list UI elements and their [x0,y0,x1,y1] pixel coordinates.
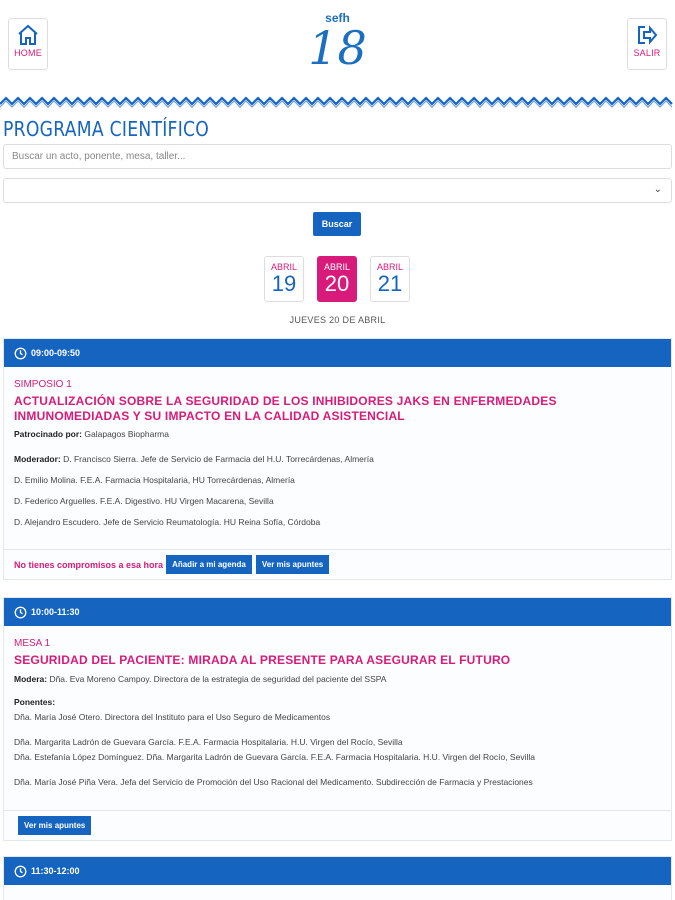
session-time-bar [4,598,671,626]
date-tab-21[interactable] [370,256,410,302]
session-title: SEGURIDAD DEL PACIENTE: MIRADA AL PRESENTE PARA ASEGURAR EL FUTURO [14,653,511,667]
exit-icon [635,23,659,47]
speaker-item: Dña. María José Piña Vera. Jefa del Servicio de Promoción del Uso Racional del Medicamento. Subdirección de Farmacia y Prestaciones [14,777,533,787]
speaker-item: D. Federico Arguelles. F.E.A. Digestivo. HU Virgen Macarena, Sevilla [14,496,274,506]
decorative-wave-divider [0,96,675,108]
view-notes-button[interactable]: Ver mis apuntes [256,555,329,574]
session-actions [4,810,671,840]
home-icon [16,23,40,47]
date-month: ABRIL [376,262,403,272]
speakers-label: Ponentes: [14,697,56,707]
clock-icon [14,865,27,878]
filter-select[interactable] [3,178,672,203]
speaker-item: Dña. María José Otero. Directora del Instituto para el Uso Seguro de Medicamentos [14,712,331,722]
date-day: 19 [271,271,297,296]
add-to-agenda-button[interactable]: Añadir a mi agenda [166,555,252,574]
date-day: 21 [377,271,403,296]
clock-icon [14,606,27,619]
date-selector [0,256,675,303]
search-button[interactable]: Buscar [313,212,361,236]
home-button[interactable] [8,18,48,70]
selected-day-label: JUEVES 20 DE ABRIL [289,315,386,325]
session-card [3,597,672,841]
logo-number: 18 [308,21,367,75]
logo-small-text: sefh [325,11,350,25]
session-time: 10:00-11:30 [31,607,80,617]
session-actions [4,549,671,579]
chevron-down-icon: ⌄ [653,184,662,195]
speaker-item: D. Emilio Molina. F.E.A. Farmacia Hospitalaria, HU Torrecárdenas, Almería [14,475,295,485]
speaker-item: Dña. Margarita Ladrón de Guevara García. F.E.A. Farmacia Hospitalaria. H.U. Virgen del Rocío, Sevilla [14,737,403,747]
session-time-bar [4,857,671,885]
session-card [3,856,672,900]
date-month: ABRIL [270,262,297,272]
home-label: HOME [14,48,42,58]
date-day: 20 [324,271,350,296]
session-moderator: Moderador: D. Francisco Sierra. Jefe de Servicio de Farmacia del H.U. Torrecárdenas, Almería [14,454,374,464]
page-title: PROGRAMA CIENTÍFICO [3,117,210,141]
exit-button[interactable] [627,18,667,70]
session-kind: SIMPOSIO 1 [14,379,72,390]
session-card [3,338,672,580]
logo [308,12,368,76]
app-header [0,0,675,100]
date-tab-19[interactable] [264,256,304,302]
session-kind: MESA 1 [14,638,51,649]
no-commitments-text: No tienes compromisos a esa hora [14,559,164,570]
session-time: 11:30-12:00 [31,866,80,876]
date-tab-20[interactable] [317,256,357,302]
speaker-item: D. Alejandro Escudero. Jefe de Servicio Reumatología. HU Reina Sofía, Córdoba [14,517,321,527]
session-time-bar [4,339,671,367]
clock-icon [14,347,27,360]
speaker-item: Dña. Estefanía López Domínguez. Dña. Margarita Ladrón de Guevara García. F.E.A. Farmacia Hospitalaria. H.U. Virgen del Rocío, Sevilla [14,752,535,762]
view-notes-button[interactable]: Ver mis apuntes [18,816,91,835]
session-moderator: Modera: Dña. Eva Moreno Campoy. Directora de la estrategia de seguridad del paciente del SSPA [14,674,387,684]
date-month: ABRIL [323,262,350,272]
search-input[interactable] [3,144,672,169]
session-time: 09:00-09:50 [31,348,81,358]
session-title: ACTUALIZACIÓN SOBRE LA SEGURIDAD DE LOS INHIBIDORES JAKS EN ENFERMEDADES INMUNOMEDIADAS Y SU IMPACTO EN LA CALIDAD ASISTENCIAL [14,394,557,423]
exit-label: SALIR [633,48,661,58]
session-sponsor: Patrocinado por: Galapagos Biopharma [14,429,169,439]
